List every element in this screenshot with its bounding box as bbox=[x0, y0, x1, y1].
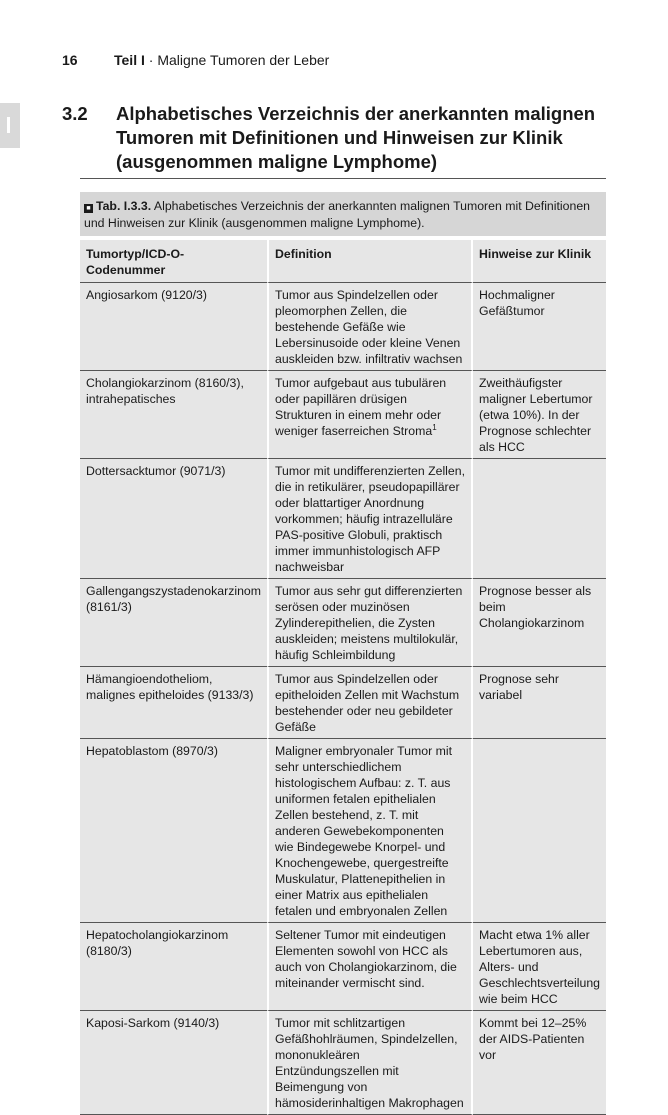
tumor-table bbox=[80, 240, 606, 1115]
table-row bbox=[80, 739, 606, 923]
table-caption bbox=[80, 192, 606, 236]
definition-text: Tumor mit undifferenzierten Zellen, die in retikulärer, pseudopapillärer oder blattartiger Anordnung vorkommen; häufig intrazelluläre PAS-positive Globuli, praktisch immer immunhistologisch AFP nachweisbar bbox=[275, 464, 466, 574]
section-number: 3.2 bbox=[62, 103, 88, 124]
table-header-row bbox=[80, 240, 606, 283]
cell-clinic: Macht etwa 1% aller Lebertumoren aus, Alters- und Geschlechtsverteilung wie beim HCC bbox=[473, 923, 606, 1011]
table-row bbox=[80, 1011, 606, 1115]
table-row bbox=[80, 371, 606, 459]
cell-definition bbox=[267, 579, 473, 667]
running-head-separator: · bbox=[144, 52, 158, 68]
cell-type: Angiosarkom (9120/3) bbox=[80, 283, 267, 371]
footnote-marker: 1 bbox=[432, 422, 437, 432]
section-rule bbox=[80, 178, 606, 179]
chapter-thumb-tab bbox=[0, 103, 20, 148]
cell-type: Dottersacktumor (9071/3) bbox=[80, 459, 267, 579]
table-row bbox=[80, 579, 606, 667]
section-title: Alphabetisches Verzeichnis der anerkannten malignen Tumoren mit Definitionen und Hinweisen zur Klinik (ausgenommen maligne Lymphome) bbox=[116, 103, 596, 172]
table-row bbox=[80, 459, 606, 579]
cell-clinic: Kommt bei 12–25% der AIDS-Patienten vor bbox=[473, 1011, 606, 1115]
cell-clinic: Zweithäufigster maligner Lebertumor (etwa 10%). In der Prognose schlechter als HCC bbox=[473, 371, 606, 459]
cell-clinic: Prognose besser als beim Cholangiokarzinom bbox=[473, 579, 606, 667]
cell-type: Hämangioendotheliom, malignes epitheloides (9133/3) bbox=[80, 667, 267, 739]
cell-type: Cholangiokarzinom (8160/3), intrahepatisches bbox=[80, 371, 267, 459]
running-head bbox=[62, 52, 329, 68]
cell-clinic bbox=[473, 739, 606, 923]
cell-definition bbox=[267, 667, 473, 739]
table-marker-icon: ■ bbox=[84, 204, 93, 213]
definition-text: Seltener Tumor mit eindeutigen Elementen sowohl von HCC als auch von Cholangiokarzinom, die miteinander vermischt sind. bbox=[275, 928, 457, 990]
thumb-tab-mark bbox=[7, 117, 10, 133]
header-definition: Definition bbox=[267, 240, 473, 283]
part-label: Teil I bbox=[114, 52, 145, 68]
header-clinic: Hinweise zur Klinik bbox=[473, 240, 606, 283]
cell-definition bbox=[267, 459, 473, 579]
table-label: Tab. I.3.3. bbox=[96, 199, 152, 213]
cell-type: Gallengangszystadenokarzinom (8161/3) bbox=[80, 579, 267, 667]
cell-type: Hepatocholangiokarzinom (8180/3) bbox=[80, 923, 267, 1011]
table-row bbox=[80, 667, 606, 739]
page-number: 16 bbox=[62, 52, 78, 68]
definition-text: Tumor aus sehr gut differenzierten serösen oder muzinösen Zylinderepithelien, die Zysten auskleiden; meistens multilokulär, häufig Schleimbildung bbox=[275, 584, 463, 662]
cell-type: Kaposi-Sarkom (9140/3) bbox=[80, 1011, 267, 1115]
cell-type: Hepatoblastom (8970/3) bbox=[80, 739, 267, 923]
cell-clinic: Hochmaligner Gefäßtumor bbox=[473, 283, 606, 371]
definition-text: Tumor aus Spindelzellen oder epitheloiden Zellen mit Wachstum bestehender oder neu gebildeter Gefäße bbox=[275, 672, 460, 734]
cell-definition bbox=[267, 739, 473, 923]
cell-definition bbox=[267, 923, 473, 1011]
cell-definition bbox=[267, 371, 473, 459]
cell-definition bbox=[267, 1011, 473, 1115]
table-row bbox=[80, 923, 606, 1011]
table-row bbox=[80, 283, 606, 371]
cell-clinic: Prognose sehr variabel bbox=[473, 667, 606, 739]
definition-text: Maligner embryonaler Tumor mit sehr unterschiedlichem histologischem Aufbau: z. T. aus uniformen fetalen epithelialen Zellen bestehend, z. T. mit anderen Gewebekomponenten wie Bindegewebe Knorpel- und Knochengewebe, quergestreifte Muskulatur, Plattenepithelien in einer Matrix aus epithelialen fetalen und embryonalen Zellen bbox=[275, 744, 452, 918]
running-head-title: Maligne Tumoren der Leber bbox=[157, 52, 330, 68]
definition-text: Tumor aufgebaut aus tubulären oder papillären drüsigen Strukturen in einem mehr oder weniger faserreichen Stroma bbox=[275, 376, 447, 438]
cell-clinic bbox=[473, 459, 606, 579]
definition-text: Tumor aus Spindelzellen oder pleomorphen Zellen, die bestehende Gefäße wie Lebersinusoide oder kleine Venen auskleiden bzw. infiltrativ wachsen bbox=[275, 288, 463, 366]
cell-definition bbox=[267, 283, 473, 371]
header-tumortyp: Tumortyp/ICD-O-Codenummer bbox=[80, 240, 267, 283]
definition-text: Tumor mit schlitzartigen Gefäßhohlräumen, Spindelzellen, mononukleären Entzündungszellen mit Beimengung von hämosiderinhaltigen Makrophagen bbox=[275, 1016, 464, 1110]
table-caption-text: Alphabetisches Verzeichnis der anerkannten malignen Tumoren mit Definitionen und Hinweisen zur Klinik (ausgenommen maligne Lymphome). bbox=[84, 199, 590, 230]
